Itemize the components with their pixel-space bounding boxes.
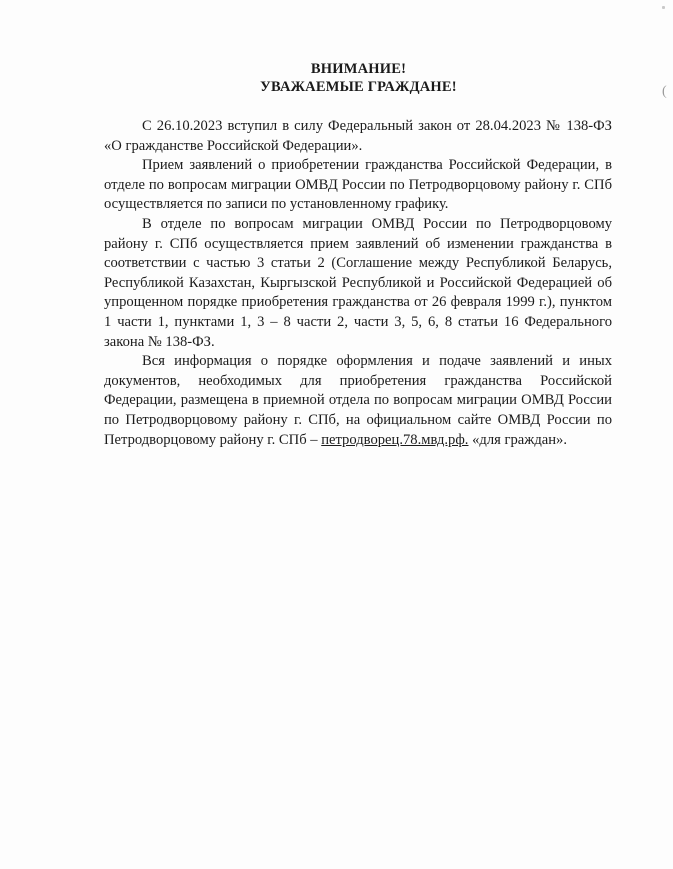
scan-speck	[662, 6, 665, 9]
notice-body	[104, 117, 612, 450]
heading-attention: ВНИМАНИЕ!	[310, 61, 407, 77]
heading-dear-citizens: УВАЖАЕМЫЕ ГРАЖДАНЕ!	[260, 79, 457, 95]
paragraph-citizenship-change: В отделе по вопросам миграции ОМВД России по Петродворцовому району г. СПб осуществляется прием заявлений об изменении гражданства в соответствии с частью 3 статьи 2 (Соглашение между Республикой Беларусь, Республикой Казахстан, Кыргызской Республикой и Российской Федерацией об упрощенном порядке приобретения гражданства от 26 февраля 1999 г.), пунктом 1 части 1, пунктами 1, 3 – 8 части 2, части 3, 5, 6, 8 статьи 16 Федерального закона № 138-ФЗ.	[104, 215, 612, 350]
paragraph-information-location	[104, 352, 612, 450]
paragraph-law-effective: С 26.10.2023 вступил в силу Федеральный закон от 28.04.2023 № 138-ФЗ «О гражданстве Российской Федерации».	[104, 118, 612, 154]
margin-mark: (	[662, 84, 667, 99]
paragraph-information-section: «для граждан».	[468, 431, 567, 448]
paragraph-application-schedule: Прием заявлений о приобретении гражданства Российской Федерации, в отделе по вопросам миграции ОМВД России по Петродворцовому району г. СПб осуществляется по записи по установленному графику.	[104, 157, 612, 213]
website-link[interactable]: петродворец.78.мвд.рф.	[321, 431, 469, 448]
paragraph-information-text: Вся информация о порядке оформления и подаче заявлений и иных документов, необходимых для приобретения гражданства Российской Федерации, размещена в приемной отдела по вопросам миграции ОМВД России по Петродворцовому району г. СПб, на официальном сайте ОМВД России по Петродворцовому району г. СПб –	[104, 353, 612, 448]
